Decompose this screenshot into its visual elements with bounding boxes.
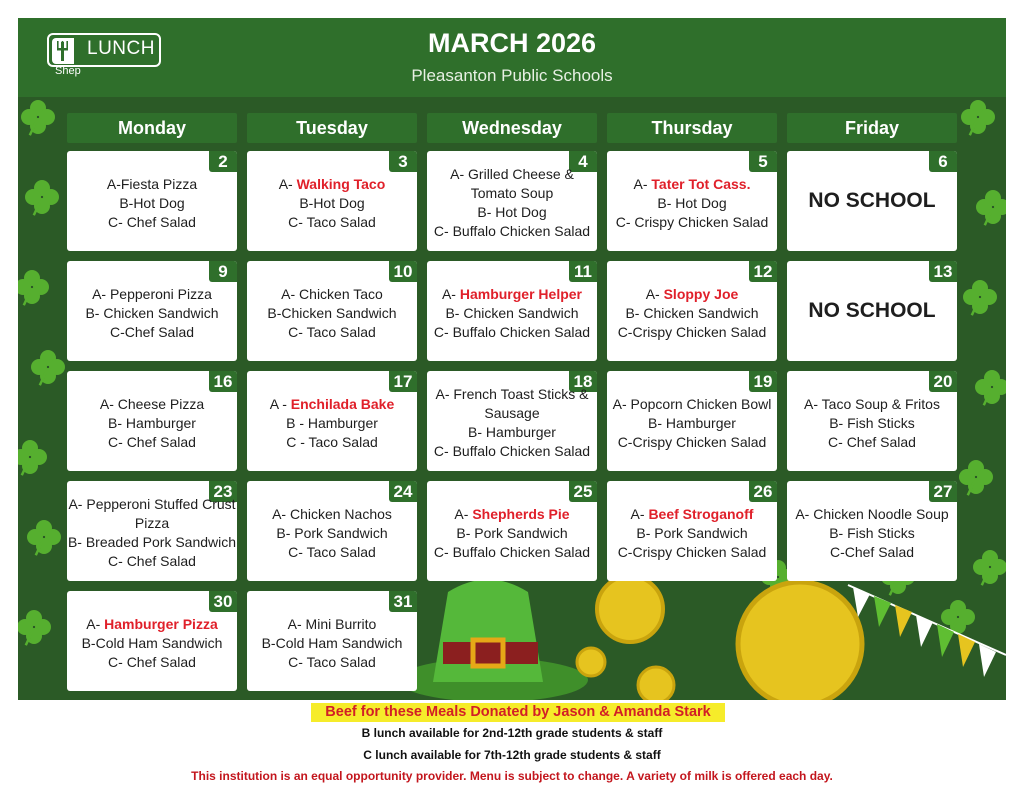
day-cell <box>427 151 597 251</box>
menu-line: B- Pork Sandwich <box>636 525 748 541</box>
day-cell <box>67 481 237 581</box>
menu-line: B- Pork Sandwich <box>456 525 568 541</box>
page-title: MARCH 2026 <box>427 28 597 58</box>
menu-line: B - Hamburger <box>286 415 378 431</box>
menu-line: A- Chicken Nachos <box>272 506 392 522</box>
day-cell <box>247 261 417 361</box>
menu-lines <box>427 385 597 461</box>
menu-line: B-Cold Ham Sandwich <box>81 635 223 651</box>
day-cell <box>607 481 777 581</box>
nondiscrimination-notice: This institution is an equal opportunity provider. Menu is subject to change. A variety of milk is offered each day. <box>191 769 833 783</box>
menu-line: C- Taco Salad <box>288 544 376 560</box>
menu-lines <box>67 285 237 342</box>
menu-line: C- Taco Salad <box>288 324 376 340</box>
day-number: 11 <box>569 261 597 282</box>
menu-line: A- French Toast Sticks & <box>435 386 589 402</box>
menu-lines <box>247 285 417 342</box>
day-cell <box>607 371 777 471</box>
day-cell <box>607 151 777 251</box>
day-number: 4 <box>569 151 597 172</box>
menu-lines <box>247 395 417 452</box>
b-lunch-note: B lunch available for 2nd-12th grade students & staff <box>361 726 663 740</box>
menu-line: A- Pepperoni Pizza <box>92 286 212 302</box>
menu-lines <box>67 615 237 672</box>
menu-line: C-Crispy Chicken Salad <box>617 434 767 450</box>
menu-line: A-Fiesta Pizza <box>106 176 198 192</box>
menu-lines <box>247 615 417 672</box>
featured-entree: Tater Tot Cass. <box>651 176 751 192</box>
day-cell <box>427 481 597 581</box>
menu-line: Pizza <box>134 515 170 531</box>
menu-line: C - Taco Salad <box>286 434 378 450</box>
menu-line: C- Chef Salad <box>828 434 916 450</box>
day-cell <box>67 261 237 361</box>
menu-lines <box>247 505 417 562</box>
menu-line: B-Chicken Sandwich <box>267 305 397 321</box>
menu-lines <box>787 189 957 213</box>
day-number: 25 <box>569 481 597 502</box>
day-cell <box>427 261 597 361</box>
menu-line: A- Grilled Cheese & <box>450 166 574 182</box>
featured-entree: Enchilada Bake <box>290 396 395 412</box>
menu-lines <box>67 175 237 232</box>
menu-line: C-Crispy Chicken Salad <box>617 544 767 560</box>
day-cell <box>247 591 417 691</box>
featured-entree: Hamburger Pizza <box>104 616 218 632</box>
day-number: 9 <box>209 261 237 282</box>
day-number: 3 <box>389 151 417 172</box>
menu-lines <box>787 299 957 323</box>
day-cell <box>247 481 417 581</box>
menu-line: A- Mini Burrito <box>287 616 377 632</box>
day-number: 13 <box>929 261 957 282</box>
menu-line: A- Popcorn Chicken Bowl <box>612 396 772 412</box>
menu-line: A - Enchilada Bake <box>269 396 395 412</box>
menu-line: B-Hot Dog <box>299 195 365 211</box>
menu-line: C- Buffalo Chicken Salad <box>433 544 591 560</box>
menu-line: B- Breaded Pork Sandwich <box>67 534 237 550</box>
menu-line: B- Chicken Sandwich <box>445 305 579 321</box>
menu-line: Sausage <box>484 405 540 421</box>
menu-line: A- Taco Soup & Fritos <box>804 396 940 412</box>
menu-line: B- Chicken Sandwich <box>85 305 219 321</box>
menu-line: B-Cold Ham Sandwich <box>261 635 403 651</box>
day-number: 20 <box>929 371 957 392</box>
featured-entree: Shepherds Pie <box>472 506 570 522</box>
menu-line: B- Hamburger <box>468 424 556 440</box>
menu-line: A- Chicken Noodle Soup <box>795 506 949 522</box>
menu-line: C-Chef Salad <box>829 544 915 560</box>
menu-lines <box>67 495 237 571</box>
featured-entree: Hamburger Helper <box>459 286 583 302</box>
day-number: 24 <box>389 481 417 502</box>
leprechaun-hat <box>398 580 588 701</box>
day-cell <box>247 151 417 251</box>
day-header-thursday: Thursday <box>607 113 777 143</box>
menu-line: A- Chicken Taco <box>281 286 383 302</box>
menu-line: B- Pork Sandwich <box>276 525 388 541</box>
day-number: 17 <box>389 371 417 392</box>
day-number: 5 <box>749 151 777 172</box>
day-number: 27 <box>929 481 957 502</box>
day-cell <box>427 371 597 471</box>
logo-text: LUNCH <box>87 38 155 59</box>
day-cell <box>787 261 957 361</box>
menu-line: A- Pepperoni Stuffed Crust <box>68 496 236 512</box>
day-number: 23 <box>209 481 237 502</box>
menu-line: Tomato Soup <box>470 185 554 201</box>
menu-line: A- Hamburger Helper <box>441 286 583 302</box>
menu-lines <box>427 285 597 342</box>
gold-coins <box>577 576 862 700</box>
menu-lines <box>427 505 597 562</box>
featured-entree: Beef Stroganoff <box>648 506 754 522</box>
menu-line: A- Beef Stroganoff <box>630 506 754 522</box>
day-cell <box>67 371 237 471</box>
menu-line: C-Chef Salad <box>109 324 195 340</box>
menu-lines <box>787 505 957 562</box>
featured-entree: Sloppy Joe <box>663 286 739 302</box>
day-header-monday: Monday <box>67 113 237 143</box>
menu-line: A- Tater Tot Cass. <box>633 176 751 192</box>
day-cell <box>67 591 237 691</box>
menu-lines <box>787 395 957 452</box>
menu-line: C- Taco Salad <box>288 214 376 230</box>
menu-line: C- Taco Salad <box>288 654 376 670</box>
day-cell <box>607 261 777 361</box>
day-cell <box>787 481 957 581</box>
menu-line: B- Fish Sticks <box>829 525 915 541</box>
menu-line: C- Buffalo Chicken Salad <box>433 324 591 340</box>
day-number: 6 <box>929 151 957 172</box>
header-banner <box>18 18 1006 97</box>
day-cell <box>787 371 957 471</box>
menu-line: C- Buffalo Chicken Salad <box>433 443 591 459</box>
day-header-wednesday: Wednesday <box>427 113 597 143</box>
day-number: 12 <box>749 261 777 282</box>
menu-line: B- Hot Dog <box>477 204 547 220</box>
pennant-banner <box>848 585 1006 677</box>
menu-line: A- Walking Taco <box>278 176 386 192</box>
menu-line: A- Shepherds Pie <box>454 506 570 522</box>
logo-subtext: Shep <box>55 65 81 77</box>
menu-line: C- Crispy Chicken Salad <box>615 214 769 230</box>
c-lunch-note: C lunch available for 7th-12th grade students & staff <box>363 748 661 762</box>
day-number: 18 <box>569 371 597 392</box>
menu-line: B- Hot Dog <box>657 195 727 211</box>
menu-line: NO SCHOOL <box>808 189 936 212</box>
day-cell <box>247 371 417 471</box>
menu-line: C- Chef Salad <box>108 553 196 569</box>
day-number: 16 <box>209 371 237 392</box>
day-number: 19 <box>749 371 777 392</box>
menu-line: B- Fish Sticks <box>829 415 915 431</box>
menu-lines <box>607 285 777 342</box>
menu-line: B- Chicken Sandwich <box>625 305 759 321</box>
menu-line: B- Hamburger <box>648 415 736 431</box>
day-number: 2 <box>209 151 237 172</box>
menu-line: B-Hot Dog <box>119 195 185 211</box>
featured-entree: Walking Taco <box>296 176 386 192</box>
menu-lines <box>607 395 777 452</box>
page-subtitle: Pleasanton Public Schools <box>411 66 613 85</box>
menu-line: C- Chef Salad <box>108 654 196 670</box>
menu-lines <box>247 175 417 232</box>
day-cell <box>787 151 957 251</box>
menu-lines <box>67 395 237 452</box>
menu-lines <box>607 505 777 562</box>
menu-lines <box>607 175 777 232</box>
day-header-friday: Friday <box>787 113 957 143</box>
menu-line: C-Crispy Chicken Salad <box>617 324 767 340</box>
donation-note: Beef for these Meals Donated by Jason & Amanda Stark <box>311 703 725 722</box>
menu-line: A- Sloppy Joe <box>645 286 739 302</box>
menu-line: A- Cheese Pizza <box>99 396 205 412</box>
menu-line: C- Chef Salad <box>108 434 196 450</box>
day-number: 26 <box>749 481 777 502</box>
menu-lines <box>427 165 597 241</box>
day-number: 31 <box>389 591 417 612</box>
day-number: 30 <box>209 591 237 612</box>
menu-line: NO SCHOOL <box>808 299 936 322</box>
menu-line: C- Buffalo Chicken Salad <box>433 223 591 239</box>
day-cell <box>67 151 237 251</box>
day-header-tuesday: Tuesday <box>247 113 417 143</box>
menu-line: B- Hamburger <box>108 415 196 431</box>
menu-line: C- Chef Salad <box>108 214 196 230</box>
footer <box>0 700 1024 791</box>
day-number: 10 <box>389 261 417 282</box>
menu-line: A- Hamburger Pizza <box>86 616 218 632</box>
